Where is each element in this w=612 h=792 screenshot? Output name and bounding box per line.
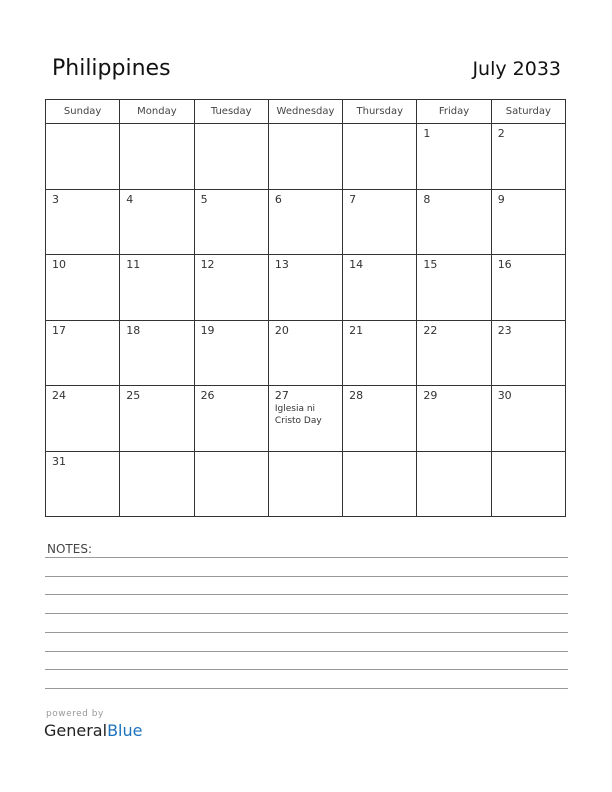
weekday-sunday: Sunday [46, 100, 120, 124]
day-number [343, 452, 416, 455]
day-number: 6 [274, 192, 282, 206]
day-cell [46, 386, 120, 452]
week-row-5 [46, 386, 566, 452]
day-cell [491, 386, 565, 452]
week-row-2 [46, 189, 566, 255]
day-cell [343, 255, 417, 321]
weekday-friday: Friday [417, 100, 491, 124]
day-cell [343, 451, 417, 517]
day-cell [120, 189, 194, 255]
brand-general: General [44, 721, 108, 740]
day-cell [417, 451, 491, 517]
day-cell [194, 320, 268, 386]
day-cell [491, 189, 565, 255]
day-number: 3 [52, 192, 59, 206]
day-number [195, 124, 268, 127]
note-line [45, 669, 568, 670]
day-number: 23 [497, 323, 512, 337]
day-cell [268, 124, 342, 190]
day-cell [343, 124, 417, 190]
note-line [45, 613, 568, 614]
weekday-thursday: Thursday [343, 100, 417, 124]
day-number: 8 [423, 192, 431, 206]
day-number: 1 [423, 127, 431, 140]
day-number: 5 [200, 192, 208, 206]
day-cell [194, 386, 268, 452]
day-cell [46, 320, 120, 386]
day-cell [120, 320, 194, 386]
day-cell [46, 255, 120, 321]
note-line [45, 594, 568, 595]
day-number: 29 [423, 389, 438, 402]
day-number: 30 [497, 389, 512, 402]
day-cell [194, 124, 268, 190]
day-cell [491, 451, 565, 517]
day-number: 4 [126, 192, 134, 206]
day-cell [120, 386, 194, 452]
day-number: 17 [52, 323, 66, 337]
powered-by-text: powered by [46, 709, 104, 719]
day-cell [194, 451, 268, 517]
day-cell [46, 451, 120, 517]
day-number: 16 [497, 258, 512, 271]
day-cell [343, 386, 417, 452]
day-cell [268, 255, 342, 321]
day-cell [46, 189, 120, 255]
day-number: 26 [200, 389, 215, 402]
day-cell [120, 255, 194, 321]
day-number: 14 [349, 258, 364, 271]
weekday-wednesday: Wednesday [268, 100, 342, 124]
day-number [417, 452, 490, 455]
day-cell [268, 320, 342, 386]
day-number [269, 452, 342, 455]
day-number [195, 452, 268, 455]
holiday-event: Iglesia ni Cristo Day [274, 404, 322, 426]
day-number: 13 [274, 258, 289, 271]
day-number [343, 124, 416, 127]
day-cell [268, 189, 342, 255]
day-cell [491, 255, 565, 321]
day-cell [120, 451, 194, 517]
day-number: 15 [423, 258, 438, 271]
day-number: 2 [497, 127, 505, 140]
note-line [45, 632, 568, 633]
note-line [45, 576, 568, 577]
day-number: 9 [497, 192, 505, 206]
day-number: 20 [274, 323, 289, 337]
day-number: 31 [52, 454, 66, 468]
day-cell [343, 189, 417, 255]
day-cell [417, 255, 491, 321]
weekday-tuesday: Tuesday [194, 100, 268, 124]
day-cell [46, 124, 120, 190]
day-number: 11 [126, 258, 141, 271]
notes-label: NOTES: [47, 542, 92, 556]
day-cell [120, 124, 194, 190]
day-cell [194, 189, 268, 255]
day-number: 24 [52, 389, 66, 402]
note-line [45, 557, 568, 558]
week-row-3 [46, 255, 566, 321]
brand-blue: Blue [107, 721, 143, 740]
weekday-saturday: Saturday [491, 100, 565, 124]
day-number [120, 452, 193, 455]
day-number: 10 [52, 258, 66, 271]
day-number: 12 [200, 258, 215, 271]
weekday-monday: Monday [120, 100, 194, 124]
day-number [120, 124, 193, 127]
day-cell [194, 255, 268, 321]
day-number: 27 [274, 389, 289, 402]
day-number: 25 [126, 389, 141, 402]
brand-logo [44, 721, 142, 740]
day-cell [417, 320, 491, 386]
day-cell [343, 320, 417, 386]
day-cell [268, 386, 342, 452]
day-number: 19 [200, 323, 215, 337]
day-number: 28 [349, 389, 364, 402]
day-cell [491, 320, 565, 386]
day-number [269, 124, 342, 127]
country-title: Philippines [52, 56, 171, 81]
note-line [45, 688, 568, 689]
day-number: 7 [349, 192, 357, 206]
day-cell [417, 189, 491, 255]
day-number [492, 452, 565, 455]
day-cell [417, 124, 491, 190]
day-number: 21 [349, 323, 364, 337]
day-number: 18 [126, 323, 141, 337]
day-number: 22 [423, 323, 438, 337]
day-cell [417, 386, 491, 452]
week-row-6 [46, 451, 566, 517]
calendar-grid [45, 99, 566, 517]
weekday-header-row [46, 100, 566, 124]
day-cell [491, 124, 565, 190]
week-row-4 [46, 320, 566, 386]
day-number [46, 124, 119, 127]
note-line [45, 651, 568, 652]
day-cell [268, 451, 342, 517]
month-title: July 2033 [472, 58, 561, 80]
week-row-1 [46, 124, 566, 190]
